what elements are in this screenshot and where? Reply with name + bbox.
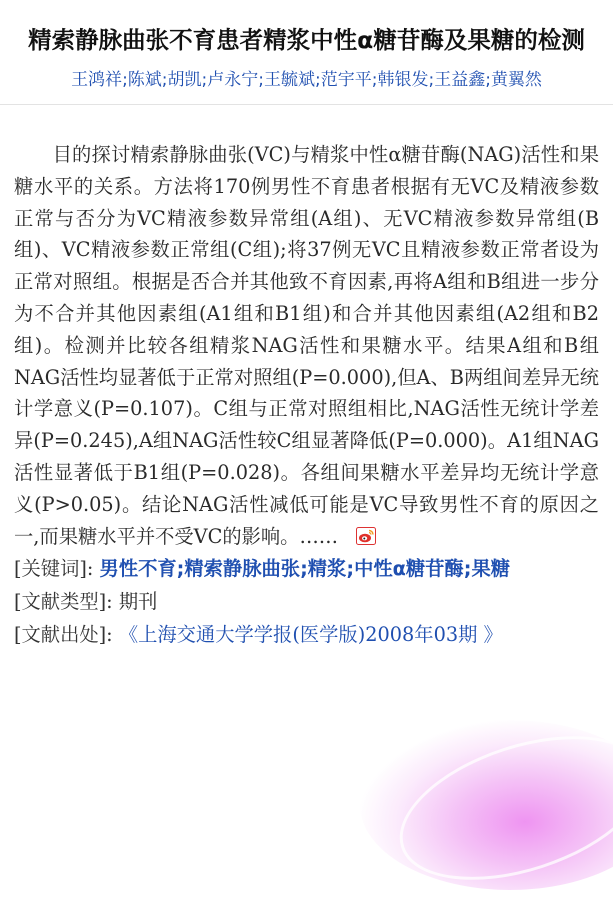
author-list [0, 68, 613, 105]
author-separator: ; [315, 70, 321, 90]
keyword-link[interactable]: 果糖 [471, 557, 510, 581]
abstract-text: 目的探讨精索静脉曲张(VC)与精浆中性α糖苷酶(NAG)活性和果糖水平的关系。方法将170例男性不育患者根据有无VC及精液参数正常与否分为VC精液参数异常组(A组)、无VC精液参数异常组(B组)、VC精液参数正常组(C组);将37例无VC且精液参数正常者设为正常对照组。根据是否合并其他致不育因素,再将A组和B组进一步分为不合并其他因素组(A1组和B1组)和合并其他因素组(A2组和B2组)。检测并比较各组精浆NAG活性和果糖水平。结果A组和B组NAG活性均显著低于正常对照组(P=0.000),但A、B两组间差异无统计学意义(P=0.107)。C组与正常对照组相比,NAG活性无统计学差异(P=0.245),A组NAG活性较C组显著降低(P=0.000)。A1组NAG活性显著低于B1组(P=0.028)。各组间果糖水平差异均无统计学意义(P>0.05)。结论NAG活性减低可能是VC导致男性不育的原因之一,而果糖水平并不受VC的影响。…… [14, 143, 599, 548]
article-title: 精索静脉曲张不育患者精浆中性α糖苷酶及果糖的检测 [28, 26, 585, 54]
keyword-separator: ; [176, 557, 185, 581]
keyword-link[interactable]: 男性不育 [99, 557, 177, 581]
author-link[interactable]: 韩银发 [377, 70, 429, 90]
author-separator: ; [485, 70, 491, 90]
author-link[interactable]: 陈斌 [127, 70, 162, 90]
source-row [14, 618, 599, 651]
doc-type-row [14, 585, 599, 618]
touch-glow-ring [382, 709, 613, 907]
author-link[interactable]: 卢永宁 [207, 70, 259, 90]
author-link[interactable]: 范宇平 [320, 70, 372, 90]
keyword-separator: ; [346, 557, 355, 581]
doc-type-label: [文献类型]: [14, 590, 113, 614]
keyword-link[interactable]: 中性α糖苷酶 [354, 557, 464, 581]
author-link[interactable]: 王鸿祥 [71, 70, 123, 90]
keywords-row [14, 552, 599, 585]
keyword-link[interactable]: 精浆 [307, 557, 347, 581]
source-label: [文献出处]: [14, 623, 113, 647]
author-separator: ; [258, 70, 264, 90]
author-separator: ; [122, 70, 128, 90]
author-separator: ; [161, 70, 168, 90]
author-link[interactable]: 王益鑫 [434, 70, 486, 90]
author-link[interactable]: 胡凯 [167, 70, 202, 90]
keyword-separator: ; [463, 557, 472, 581]
author-link[interactable]: 黄翼然 [490, 70, 542, 90]
keywords-label: [关键词]: [14, 557, 94, 581]
abstract-body [14, 139, 599, 552]
keyword-link[interactable]: 精索静脉曲张 [184, 557, 301, 581]
source-link[interactable]: 《上海交通大学学报(医学版)2008年03期 》 [118, 623, 503, 647]
weibo-icon[interactable] [356, 523, 376, 541]
author-link[interactable]: 王毓斌 [264, 70, 315, 90]
touch-glow-overlay [360, 720, 613, 890]
author-separator: ; [428, 70, 435, 90]
keyword-separator: ; [300, 557, 308, 581]
doc-type-value: 期刊 [118, 590, 158, 614]
author-separator: ; [201, 70, 208, 90]
author-separator: ; [371, 70, 378, 90]
